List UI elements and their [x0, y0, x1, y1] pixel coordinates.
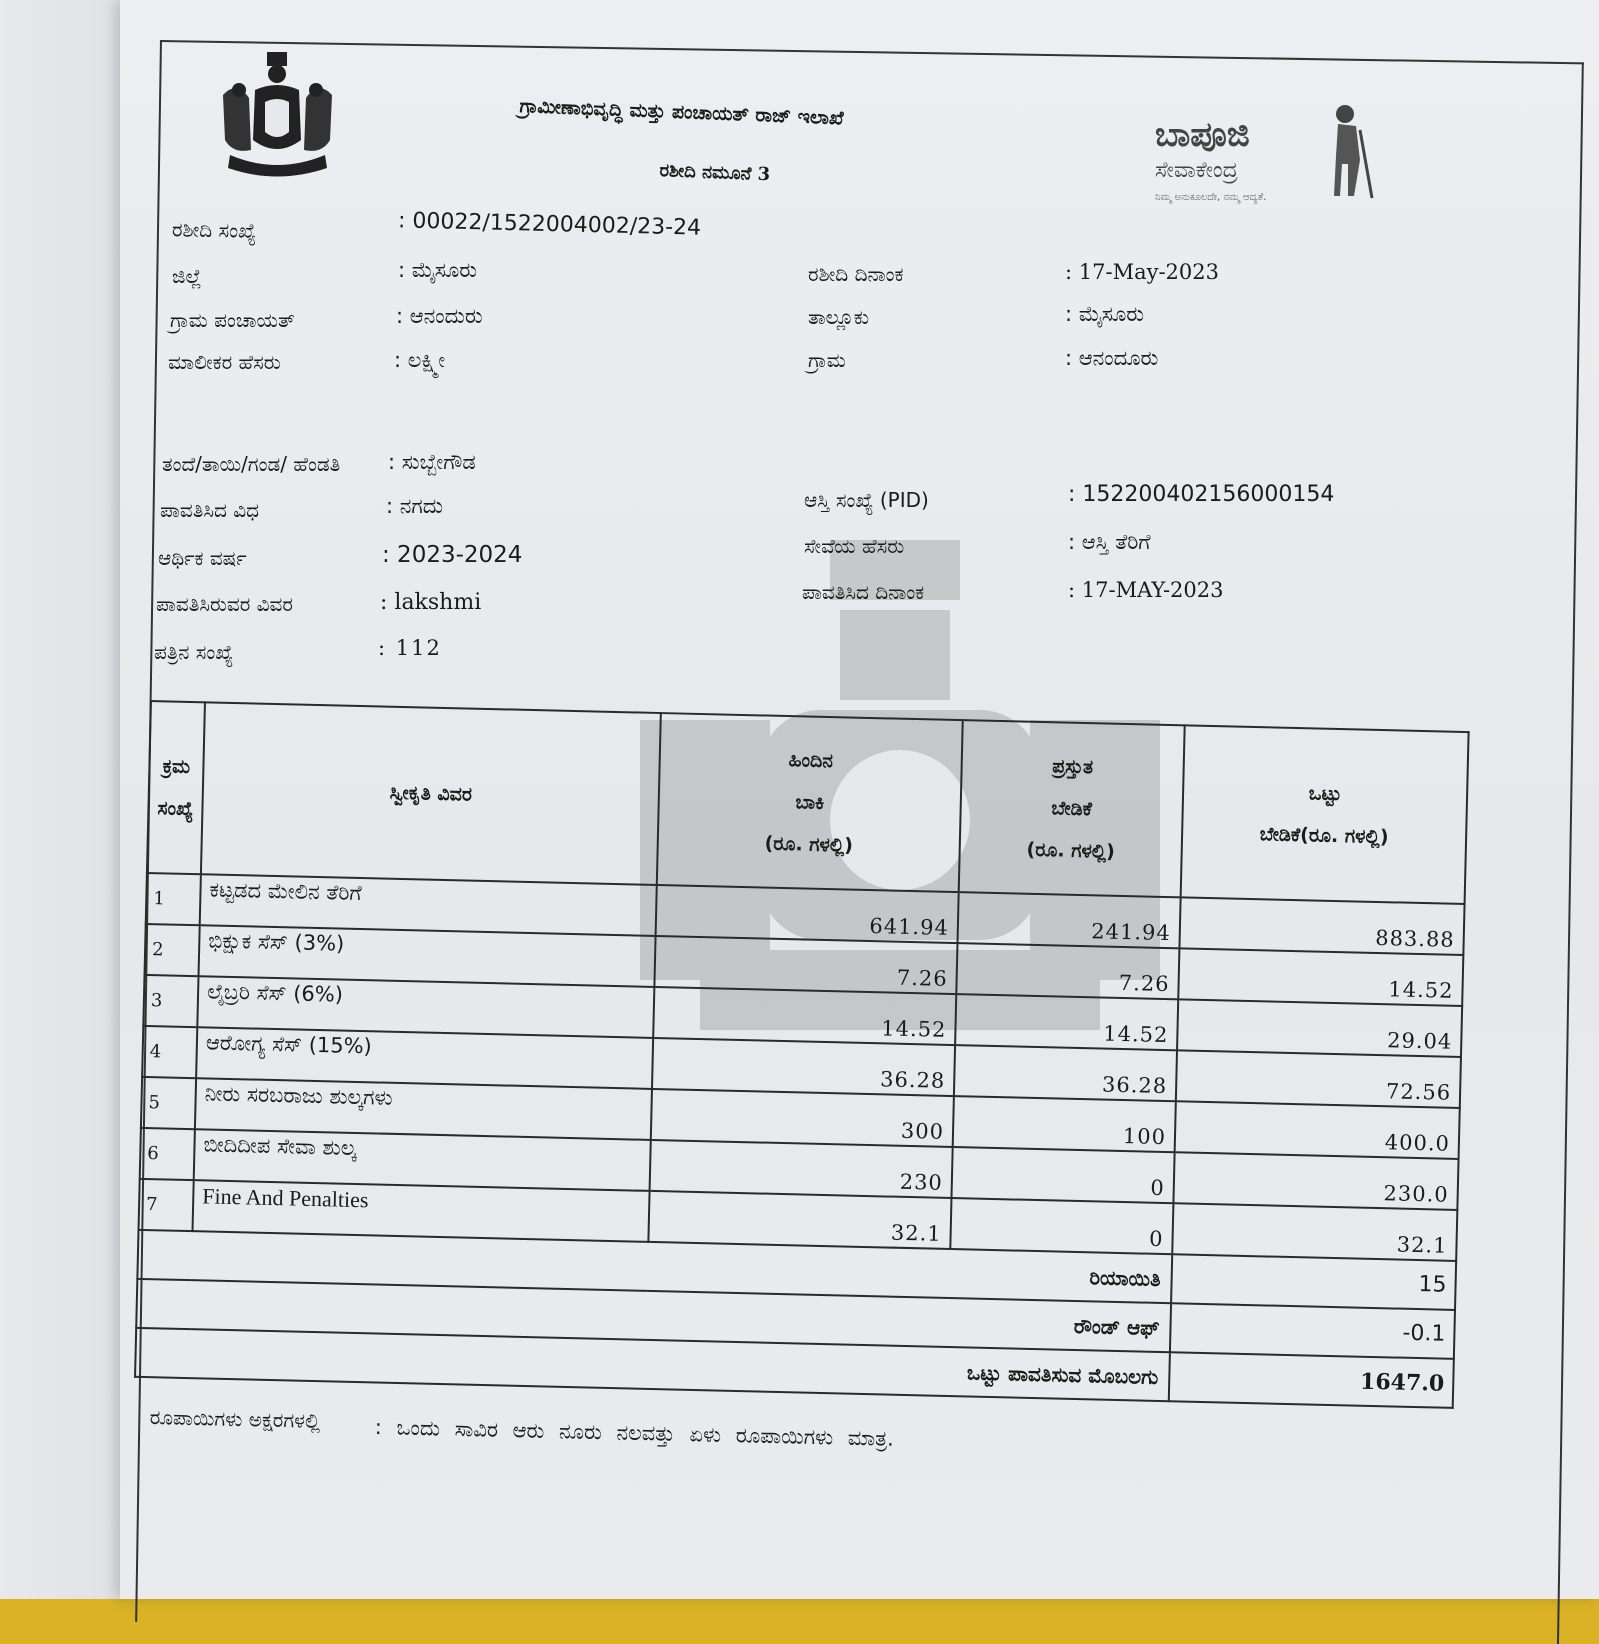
relation-label: ತಂದೆ/ತಾಯಿ/ಗಂಡ/ ಹೆಂಡತಿ	[162, 452, 341, 476]
row-curr: 100	[953, 1096, 1176, 1152]
karnataka-emblem-icon	[215, 50, 340, 185]
receipt-no-label: ರಶೀದಿ ಸಂಖ್ಯೆ	[171, 217, 257, 243]
row-sl: 1	[146, 873, 201, 925]
row-desc: Fine And Penalties	[192, 1180, 649, 1242]
row-sl: 3	[143, 975, 198, 1027]
service-value: : ಆಸ್ತಿ ತೆರಿಗೆ	[1068, 530, 1151, 554]
row-sl: 5	[141, 1077, 196, 1129]
gandhi-figure-icon	[1310, 100, 1380, 200]
col-prev-line3: (ರೂ. ಗಳಲ್ಲಿ)	[764, 832, 854, 857]
grand-total-value: 1647.0	[1169, 1352, 1454, 1408]
row-total: 230.0	[1173, 1152, 1458, 1210]
row-curr: 14.52	[955, 994, 1178, 1050]
amount-words-value: : ಒಂದು ಸಾವಿರ ಆರು ನೂರು ನಲವತ್ತು ಏಳು ರೂಪಾಯಿಗಳು ಮಾತ್ರ.	[374, 1415, 895, 1451]
district-label: ಜಿಲ್ಲೆ	[172, 264, 202, 288]
pay-date-label: ಪಾವತಿಸಿದ ದಿನಾಂಕ	[802, 580, 925, 604]
col-sl-header	[147, 701, 205, 874]
row-prev: 14.52	[653, 987, 956, 1045]
row-desc: ಬೀದಿದೀಪ ಸೇವಾ ಶುಲ್ಕ	[194, 1129, 651, 1191]
amount-words-label: ರೂಪಾಯಿಗಳು ಅಕ್ಷರಗಳಲ್ಲಿ	[149, 1405, 321, 1433]
row-total: 29.04	[1177, 999, 1462, 1057]
pay-date-value: : 17-MAY-2023	[1068, 578, 1224, 602]
row-total: 400.0	[1175, 1101, 1460, 1159]
brand-tagline: ನಿಮ್ಮ ಅನುಕೂಲದೇ, ನಮ್ಮ ಆದ್ಯತೆ.	[1155, 192, 1267, 203]
brand-sub: ಸೇವಾಕೇಂದ್ರ	[1155, 158, 1238, 183]
receipt-table	[134, 700, 1470, 1409]
row-desc: ನೀರು ಸರಬರಾಜು ಶುಲ್ಕಗಳು	[195, 1078, 652, 1140]
village-value: : ಆನಂದೂರು	[1065, 346, 1159, 370]
pay-mode-value: : ನಗದು	[386, 494, 444, 518]
table-header-row	[147, 701, 1469, 904]
row-prev: 36.28	[652, 1038, 955, 1096]
row-sl: 7	[139, 1179, 194, 1231]
row-total: 883.88	[1179, 897, 1464, 955]
col-total-header	[1181, 725, 1469, 904]
col-curr-line3: (ರೂ. ಗಳಲ್ಲಿ)	[1026, 838, 1116, 863]
row-prev: 300	[651, 1089, 954, 1147]
roundoff-label: ರೌಂಡ್ ಆಫ್	[136, 1279, 1171, 1352]
row-total: 14.52	[1178, 948, 1463, 1006]
row-total: 32.1	[1172, 1203, 1457, 1261]
receipt-no-value: : 00022/1522004002/23-24	[397, 208, 702, 241]
taluk-label: ತಾಲ್ಲೂಕು	[808, 305, 870, 329]
row-prev: 641.94	[656, 885, 959, 943]
village-label: ಗ್ರಾಮ	[808, 348, 846, 372]
row-sl: 2	[145, 924, 200, 976]
sheet-value: : 112	[378, 636, 442, 660]
form-name: ರಶೀದಿ ನಮೂನೆ 3	[659, 160, 771, 186]
col-prev-header	[657, 713, 963, 892]
pid-label: ಆಸ್ತಿ ಸಂಖ್ಯೆ (PID)	[804, 488, 929, 512]
row-sl: 6	[140, 1128, 195, 1180]
roundoff-value: -0.1	[1170, 1303, 1455, 1359]
row-desc: ಆರೋಗ್ಯ ಸೆಸ್ (15%)	[196, 1027, 653, 1089]
row-curr: 0	[951, 1147, 1174, 1203]
service-label: ಸೇವೆಯ ಹೆಸರು	[804, 534, 905, 558]
row-curr: 7.26	[956, 943, 1179, 999]
grand-total-label: ಒಟ್ಟು ಪಾವತಿಸುವ ಮೊಬಲಗು	[135, 1328, 1170, 1401]
receipt-sheet	[120, 0, 1599, 1599]
district-value: : ಮೈಸೂರು	[398, 258, 478, 282]
col-total-line2: ಬೇಡಿಕೆ(ರೂ. ಗಳಲ್ಲಿ)	[1259, 823, 1389, 849]
col-prev-line1: ಹಿಂದಿನ	[788, 749, 834, 773]
row-curr: 0	[950, 1198, 1173, 1254]
rebate-value: 15	[1171, 1254, 1456, 1310]
col-sl-line2: ಸಂಖ್ಯೆ	[157, 797, 194, 821]
col-total-line1: ಒಟ್ಟು	[1308, 782, 1342, 806]
receipt-date-value: : 17-May-2023	[1065, 260, 1219, 284]
owner-value: : ಲಕ್ಷ್ಮೀ	[394, 348, 446, 372]
owner-label: ಮಾಲೀಕರ ಹೆಸರು	[168, 350, 281, 374]
pid-value: : 152200402156000154	[1068, 482, 1335, 507]
row-prev: 230	[650, 1140, 953, 1198]
fy-label: ಆರ್ಥಿಕ ವರ್ಷ	[158, 546, 247, 570]
row-prev: 7.26	[654, 936, 957, 994]
department-title: ಗ್ರಾಮೀಣಾಭಿವೃದ್ಧಿ ಮತ್ತು ಪಂಚಾಯತ್ ರಾಜ್ ಇಲಾಖೆ	[519, 95, 844, 130]
row-desc: ಭಿಕ್ಷುಕ ಸೆಸ್ (3%)	[199, 925, 656, 987]
col-prev-line2: ಬಾಕಿ	[795, 791, 825, 814]
gp-value: : ಆನಂದುರು	[396, 304, 483, 328]
col-desc-header: ಸ್ವೀಕೃತಿ ವಿವರ	[201, 702, 661, 885]
receipt-date-label: ರಶೀದಿ ದಿನಾಂಕ	[808, 262, 904, 286]
row-prev: 32.1	[648, 1191, 951, 1249]
pay-mode-label: ಪಾವತಿಸಿದ ವಿಧ	[160, 498, 260, 522]
row-curr: 241.94	[957, 892, 1180, 948]
taluk-value: : ಮೈಸೂರು	[1065, 302, 1145, 326]
col-curr-header	[959, 720, 1185, 897]
sheet-label: ಪತ್ರಿನ ಸಂಖ್ಯೆ	[154, 640, 234, 664]
bapuji-seva-kendra-logo	[1150, 100, 1380, 215]
rebate-label: ರಿಯಾಯಿತಿ	[137, 1230, 1172, 1303]
fy-value: : 2023-2024	[382, 542, 523, 568]
brand-name: ಬಾಪೂಜಿ	[1155, 115, 1250, 155]
gp-label: ಗ್ರಾಮ ಪಂಚಾಯತ್	[170, 308, 296, 332]
row-curr: 36.28	[954, 1045, 1177, 1101]
payer-value: : lakshmi	[380, 590, 482, 615]
col-curr-line1: ಪ್ರಸ್ತುತ	[1052, 755, 1094, 779]
payer-label: ಪಾವತಿಸಿರುವರ ವಿವರ	[156, 592, 293, 616]
relation-value: : ಸುಬ್ಬೇಗೌಡ	[388, 450, 476, 474]
row-desc: ಕಟ್ಟಡದ ಮೇಲಿನ ತೆರಿಗೆ	[200, 874, 657, 936]
col-curr-line2: ಬೇಡಿಕೆ	[1051, 797, 1093, 821]
row-desc: ಲೈಬ್ರರಿ ಸೆಸ್ (6%)	[197, 976, 654, 1038]
col-sl-line1: ಕ್ರಮ	[162, 755, 191, 778]
row-total: 72.56	[1176, 1050, 1461, 1108]
row-sl: 4	[142, 1026, 197, 1078]
